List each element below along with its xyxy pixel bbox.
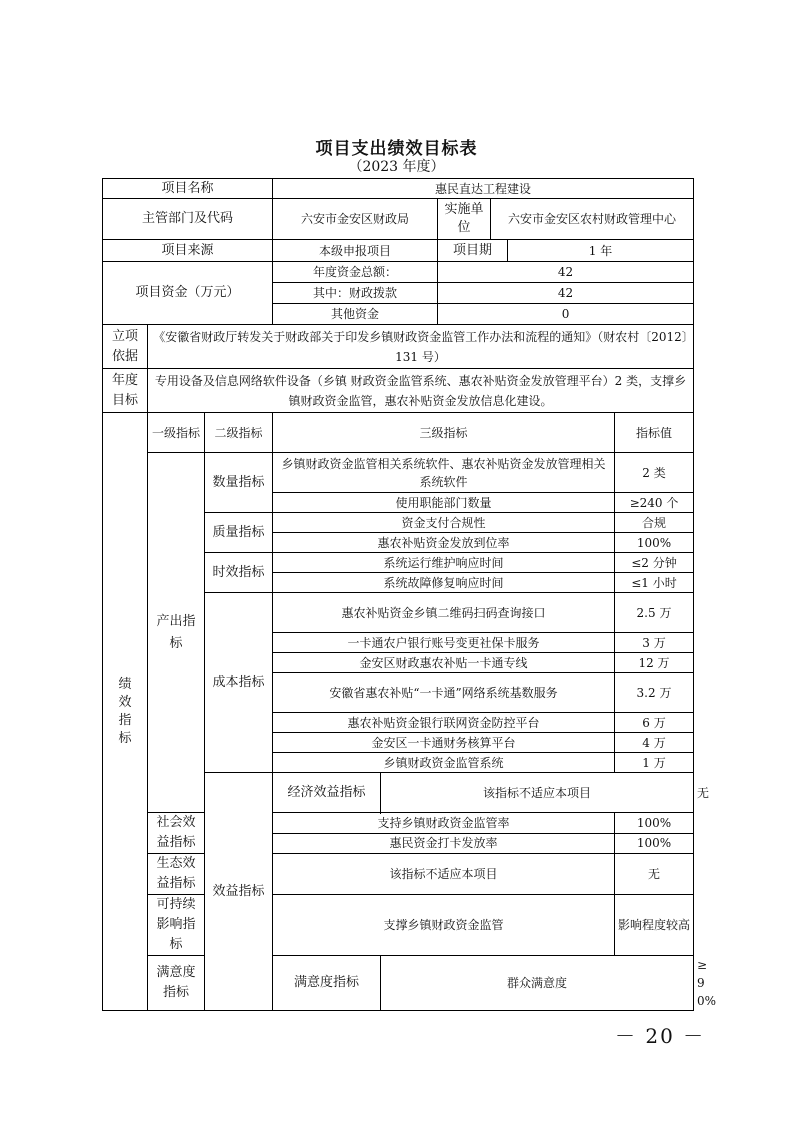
- basis-label: 立项依据: [103, 325, 148, 369]
- cost-item-name: 惠农补贴资金银行联网资金防控平台: [273, 713, 615, 733]
- benefit-label: 效益指标: [205, 773, 273, 1011]
- social-item-value: 100%: [615, 813, 694, 834]
- quality-item-value: 100%: [615, 533, 694, 553]
- quantity-item-name: 使用职能部门数量: [273, 493, 615, 513]
- cost-item-name: 一卡通农户银行账号变更社保卡服务: [273, 633, 615, 653]
- economic-label: 经济效益指标: [273, 773, 381, 813]
- funds-fiscal-value: 42: [438, 283, 694, 304]
- satisfaction-l1-label: 满意度指标: [148, 956, 205, 1011]
- economic-item-name: 该指标不适应本项目: [381, 773, 694, 813]
- quality-item-name: 惠农补贴资金发放到位率: [273, 533, 615, 553]
- perf-label: 绩效指标: [103, 413, 148, 1011]
- funds-other-value: 0: [438, 304, 694, 325]
- quality-label: 质量指标: [205, 513, 273, 553]
- timeliness-item-value: ≤2 分钟: [615, 553, 694, 573]
- basis-text: 《安徽省财政厅转发关于财政部关于印发乡镇财政资金监管工作办法和流程的通知》（财农村〔2012〕131 号）: [148, 325, 694, 369]
- social-item-name: 支持乡镇财政资金监管率: [273, 813, 615, 834]
- satisfaction-item-name: 群众满意度: [381, 956, 694, 1011]
- period-value: 1 年: [588, 243, 613, 258]
- cost-item-value: 12 万: [615, 653, 694, 673]
- dept-value: 六安市金安区财政局: [273, 199, 438, 240]
- funds-other-label: 其他资金: [273, 304, 438, 325]
- quantity-item-value: 2 类: [615, 453, 694, 493]
- goal-text: 专用设备及信息网络软件设备（乡镇 财政资金监管系统、惠农补贴资金发放管理平台）2 类，支撑乡镇财政资金监管，惠农补贴资金发放信息化建设。: [148, 369, 694, 413]
- timeliness-item-value: ≤1 小时: [615, 573, 694, 593]
- funds-total-label: 年度资金总额：: [273, 262, 438, 283]
- document-subtitle: （2023 年度）: [348, 159, 445, 175]
- timeliness-item-name: 系统故障修复响应时间: [273, 573, 615, 593]
- header-level1: 一级指标: [148, 413, 205, 453]
- satisfaction-l2-label: 满意度指标: [273, 956, 381, 1011]
- cost-item-name: 惠农补贴资金乡镇二维码扫码查询接口: [273, 593, 615, 633]
- funds-label: 项目资金（万元）: [103, 262, 273, 325]
- period-cell: [438, 240, 694, 262]
- impl-value: 六安市金安区农村财政管理中心: [508, 212, 677, 226]
- sustain-item-value: 影响程度较高: [615, 895, 694, 956]
- social-item-name: 惠民资金打卡发放率: [273, 833, 615, 854]
- sustain-item-name: 支撑乡镇财政资金监管: [273, 895, 615, 956]
- cost-item-value: 1 万: [615, 753, 694, 773]
- cost-item-value: 6 万: [615, 713, 694, 733]
- document-title: 项目支出绩效目标表: [315, 139, 478, 159]
- timeliness-item-name: 系统运行维护响应时间: [273, 553, 615, 573]
- page-number: － 20 －: [615, 1024, 706, 1048]
- sustain-label: 可持续影响指标: [148, 895, 205, 956]
- quantity-item-value: ≥240 个: [615, 493, 694, 513]
- cost-item-name: 乡镇财政资金监管系统: [273, 753, 615, 773]
- dept-label: 主管部门及代码: [103, 199, 273, 240]
- cost-item-value: 3 万: [615, 633, 694, 653]
- cost-item-value: 2.5 万: [615, 593, 694, 633]
- funds-total-value: 42: [438, 262, 694, 283]
- header-value: 指标值: [615, 413, 694, 453]
- cost-item-name: 金安区一卡通财务核算平台: [273, 733, 615, 753]
- project-name-label: 项目名称: [103, 179, 273, 199]
- quality-item-name: 资金支付合规性: [273, 513, 615, 533]
- header-level3: 三级指标: [273, 413, 615, 453]
- eco-item-name: 该指标不适应本项目: [273, 854, 615, 895]
- performance-target-table: 项目名称 惠民直达工程建设 主管部门及代码 六安市金安区财政局 实施单位 六安市金安区农村财政管理中心 项目来源 本级申报项目 项目期 1 年 项目资金（万元） 年度资金总额： 42 其中：财政拨款 42 其他资金 0 立项依据 《安徽省财政厅转发关于财政部关于印发乡镇财政资金监管工作办法和流程的通知》（财农村〔2012〕131 号） 年度目标 专用设备及信息网络软件设备（乡镇 财政资金监管系统、惠农补贴资金发放管理平台）2 类，支撑乡镇财政资金监管，惠农补贴资金发放信息化建设。 绩效指标 一级指标 二级指标 三级指标 指标值 产出指标 数量指标 乡镇财政资金监管相关系统软件、惠农补贴资金发放管理相关系统软件 2 类 使用职能部门数量 ≥240 个 质量指标 资金支付合规性 合规 惠农补贴资金发放到位率 100% 时效指标 系统运行维护响应时间 ≤2 分钟 系统故障修复响应时间 ≤1 小时 成本指标 惠农补贴资金乡镇二维码扫码查询接口 2.5 万 一卡通农户银行账号变更社保卡服务 3 万 金安区财政惠农补贴一卡通专线 12 万 安徽省惠农补贴“一卡通”网络系统基数服务 3.2 万 惠农补贴资金银行联网资金防控平台 6 万 金安区一卡通财务核算平台 4 万 乡镇财政资金监管系统 1 万 效益指标 经济效益指标 该指标不适应本项目 无 社会效益指标 支持乡镇财政资金监管率 100% 惠民资金打卡发放率 100% 生态效益指标 该指标不适应本项目 无 可持续影响指标 支撑乡镇财政资金监管 影响程度较高 满意度指标 满意度指标 群众满意度 ≥90%: [102, 178, 694, 1011]
- funds-fiscal-label: 其中：财政拨款: [273, 283, 438, 304]
- quantity-item-name: 乡镇财政资金监管相关系统软件、惠农补贴资金发放管理相关系统软件: [273, 453, 615, 493]
- period-label: 项目期: [438, 240, 508, 261]
- eco-item-value: 无: [615, 854, 694, 895]
- quality-item-value: 合规: [615, 513, 694, 533]
- cost-item-value: 4 万: [615, 733, 694, 753]
- cost-item-value: 3.2 万: [615, 673, 694, 713]
- cost-label: 成本指标: [205, 593, 273, 773]
- cost-item-name: 金安区财政惠农补贴一卡通专线: [273, 653, 615, 673]
- impl-label: 实施单位: [438, 199, 491, 239]
- timeliness-label: 时效指标: [205, 553, 273, 593]
- cost-item-name: 安徽省惠农补贴“一卡通”网络系统基数服务: [273, 673, 615, 713]
- output-label: 产出指标: [148, 453, 205, 813]
- project-name-value: 惠民直达工程建设: [273, 179, 694, 199]
- eco-label: 生态效益指标: [148, 854, 205, 895]
- source-value: 本级申报项目: [273, 240, 438, 262]
- social-item-value: 100%: [615, 833, 694, 854]
- social-label: 社会效益指标: [148, 813, 205, 854]
- header-level2: 二级指标: [205, 413, 273, 453]
- goal-label: 年度目标: [103, 369, 148, 413]
- source-label: 项目来源: [103, 240, 273, 262]
- impl-cell: [438, 199, 694, 240]
- quantity-label: 数量指标: [205, 453, 273, 513]
